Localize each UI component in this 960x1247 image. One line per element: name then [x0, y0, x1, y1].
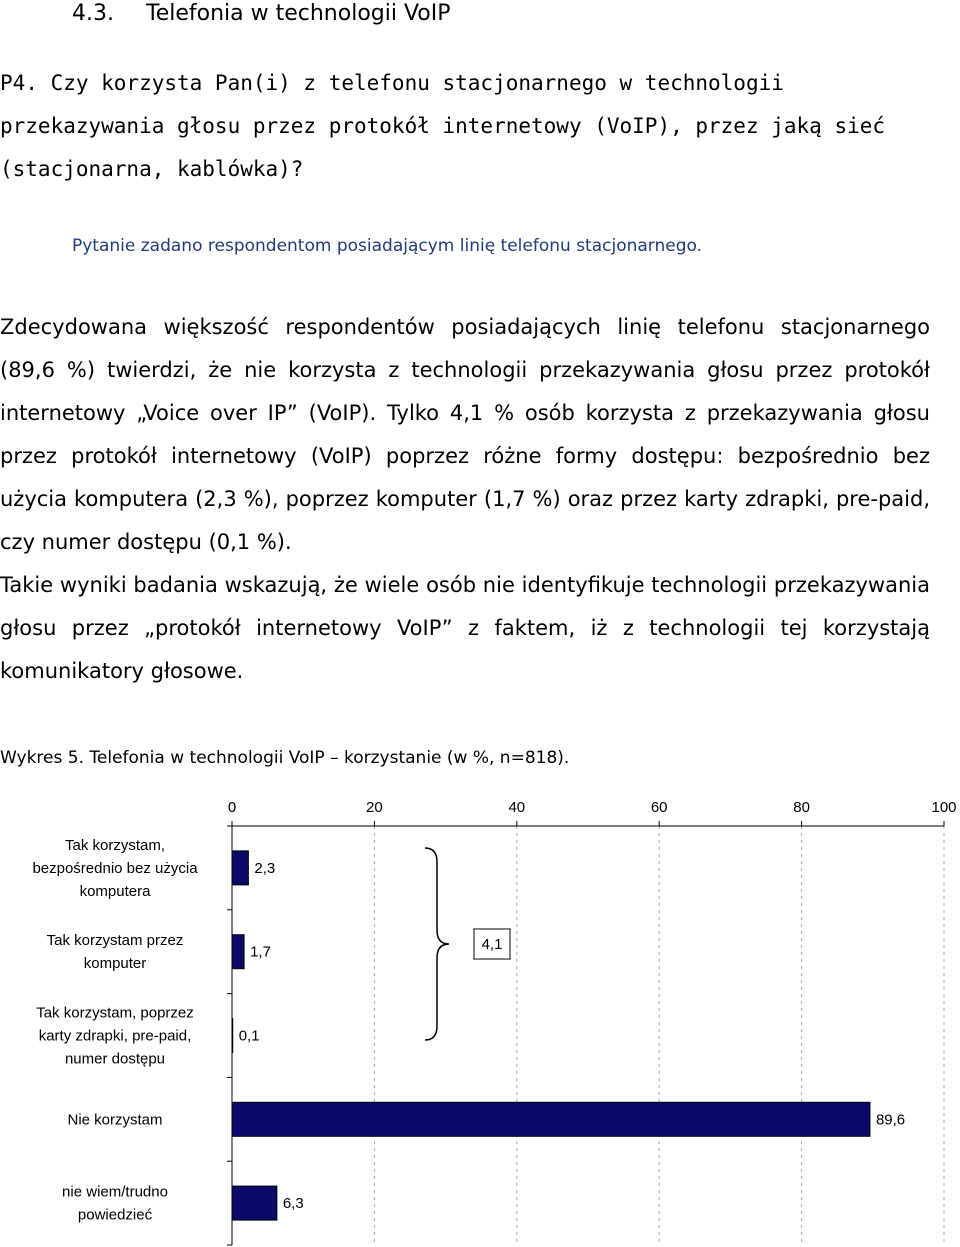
category-label: powiedzieć [77, 1206, 153, 1224]
section-heading [72, 0, 451, 28]
category-label: Tak korzystam przez [46, 932, 184, 950]
body-text [0, 306, 930, 693]
paragraph: Takie wyniki badania wskazują, że wiele osób nie identyfikuje technologii przekazywania głosu przez „protokół internetowy VoIP” z faktem, iż z technologii tej korzystają komunikatory głosowe. [0, 573, 930, 683]
bar-chart [0, 790, 960, 1247]
bar [232, 1186, 277, 1220]
data-label: 89,6 [875, 1111, 906, 1129]
bar [232, 935, 244, 969]
question-text: P4. Czy korzysta Pan(i) z telefonu stacjonarnego w technologii przekazywania głosu przez protokół internetowy (VoIP), przez jaką sieć (stacjonarna, kablówka)? [0, 71, 886, 181]
x-tick-label: 80 [793, 799, 810, 816]
x-tick-label: 40 [508, 799, 526, 816]
chart-caption: Wykres 5. Telefonia w technologii VoIP – korzystanie (w %, n=818). [0, 748, 570, 768]
bar [232, 851, 248, 885]
x-tick-label: 0 [227, 799, 237, 816]
category-label: bezpośrednio bez użycia [32, 859, 198, 877]
bar [232, 1019, 233, 1053]
x-tick-label: 100 [931, 799, 957, 816]
paragraph: Zdecydowana większość respondentów posiadających linię telefonu stacjonarnego (89,6 %) twierdzi, że nie korzysta z technologii przekazywania głosu przez protokół internetowy „Voice over IP” (VoIP). Tylko 4,1 % osób korzysta z przekazywania głosu przez protokół internetowy (VoIP) poprzez różne formy dostępu: bezpośrednio bez użycia komputera (2,3 %), poprzez komputer (1,7 %) oraz przez karty zdrapki, pre-paid, czy numer dostępu (0,1 %). [0, 315, 930, 554]
data-label: 0,1 [238, 1027, 260, 1045]
category-label: komputera [79, 882, 151, 900]
section-number: 4.3. [72, 1, 114, 26]
group-total-label: 4,1 [481, 936, 503, 953]
category-label: Tak korzystam, [64, 836, 166, 854]
category-label: numer dostępu [64, 1050, 166, 1068]
section-title: Telefonia w technologii VoIP [146, 1, 451, 26]
x-tick-label: 60 [650, 799, 668, 816]
x-tick-label: 20 [366, 799, 383, 816]
category-label: Tak korzystam, poprzez [36, 1004, 194, 1022]
bar [232, 1102, 870, 1136]
category-label: komputer [83, 955, 147, 973]
data-label: 6,3 [282, 1195, 304, 1213]
question-note: Pytanie zadano respondentom posiadającym linię telefonu stacjonarnego. [72, 236, 703, 256]
category-label: nie wiem/trudno [62, 1183, 168, 1201]
data-label: 1,7 [250, 943, 271, 961]
data-label: 2,3 [254, 859, 276, 877]
category-label: Nie korzystam [67, 1111, 163, 1129]
category-label: karty zdrapki, pre-paid, [38, 1027, 192, 1045]
group-brace [425, 848, 449, 1040]
